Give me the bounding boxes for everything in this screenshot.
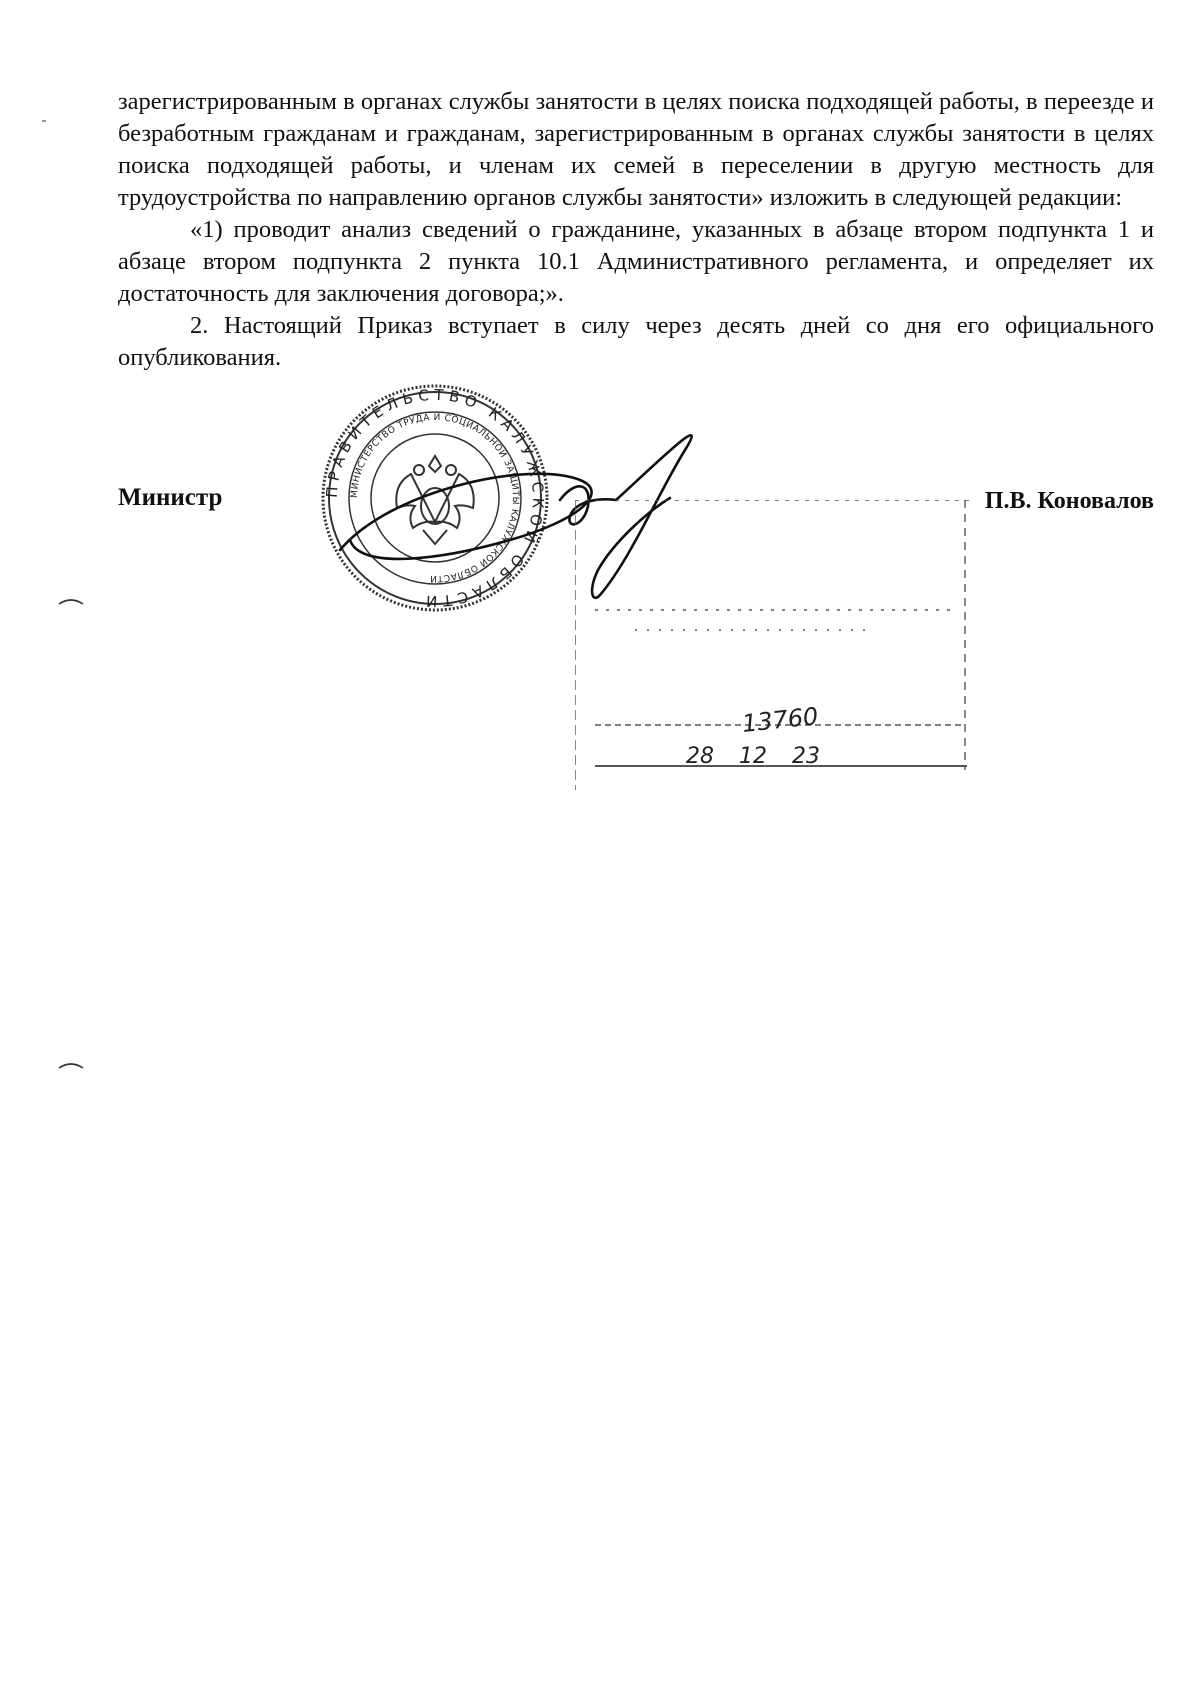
paragraph-effective-date: 2. Настоящий Приказ вступает в силу через десять дней со дня его официального опубликования. — [118, 312, 1154, 371]
signatory-title: Министр — [118, 484, 223, 511]
document-body — [118, 86, 1154, 374]
svg-text:МИНИСТЕРСТВО ТРУДА И СОЦИАЛЬНО: МИНИСТЕРСТВО ТРУДА И СОЦИАЛЬНОЙ ЗАЩИТЫ КАЛУЖСКОЙ ОБЛАСТИ — [349, 412, 521, 584]
hole-punch-mark-icon — [58, 596, 84, 606]
registration-number: 13760 — [740, 702, 820, 738]
svg-text:ПРАВИТЕЛЬСТВО КАЛУЖСКОЙ ОБЛАСТ: ПРАВИТЕЛЬСТВО КАЛУЖСКОЙ ОБЛАСТИ — [322, 385, 548, 611]
scan-speck — [42, 120, 46, 122]
registration-date: 28 12 23 — [686, 744, 820, 769]
hole-punch-mark-icon — [58, 1060, 84, 1070]
paragraph-quoted-amendment: «1) проводит анализ сведений о гражданине, указанных в абзаце втором подпункта 1 и абзаце втором подпункта 2 пункта 10.1 Административного регламента, и определяет их достаточность для заключения договора;». — [118, 216, 1154, 307]
signatory-name: П.В. Коновалов — [984, 488, 1154, 514]
paragraph-continuation: зарегистрированным в органах службы занятости в целях поиска подходящей работы, в переезде и безработным гражданам и гражданам, зарегистрированным в органах службы занятости в целях поиска подходящей работы, и членам их семей в переселении в другую местность для трудоустройства по направлению органов службы занятости» изложить в следующей редакции: — [118, 88, 1154, 211]
